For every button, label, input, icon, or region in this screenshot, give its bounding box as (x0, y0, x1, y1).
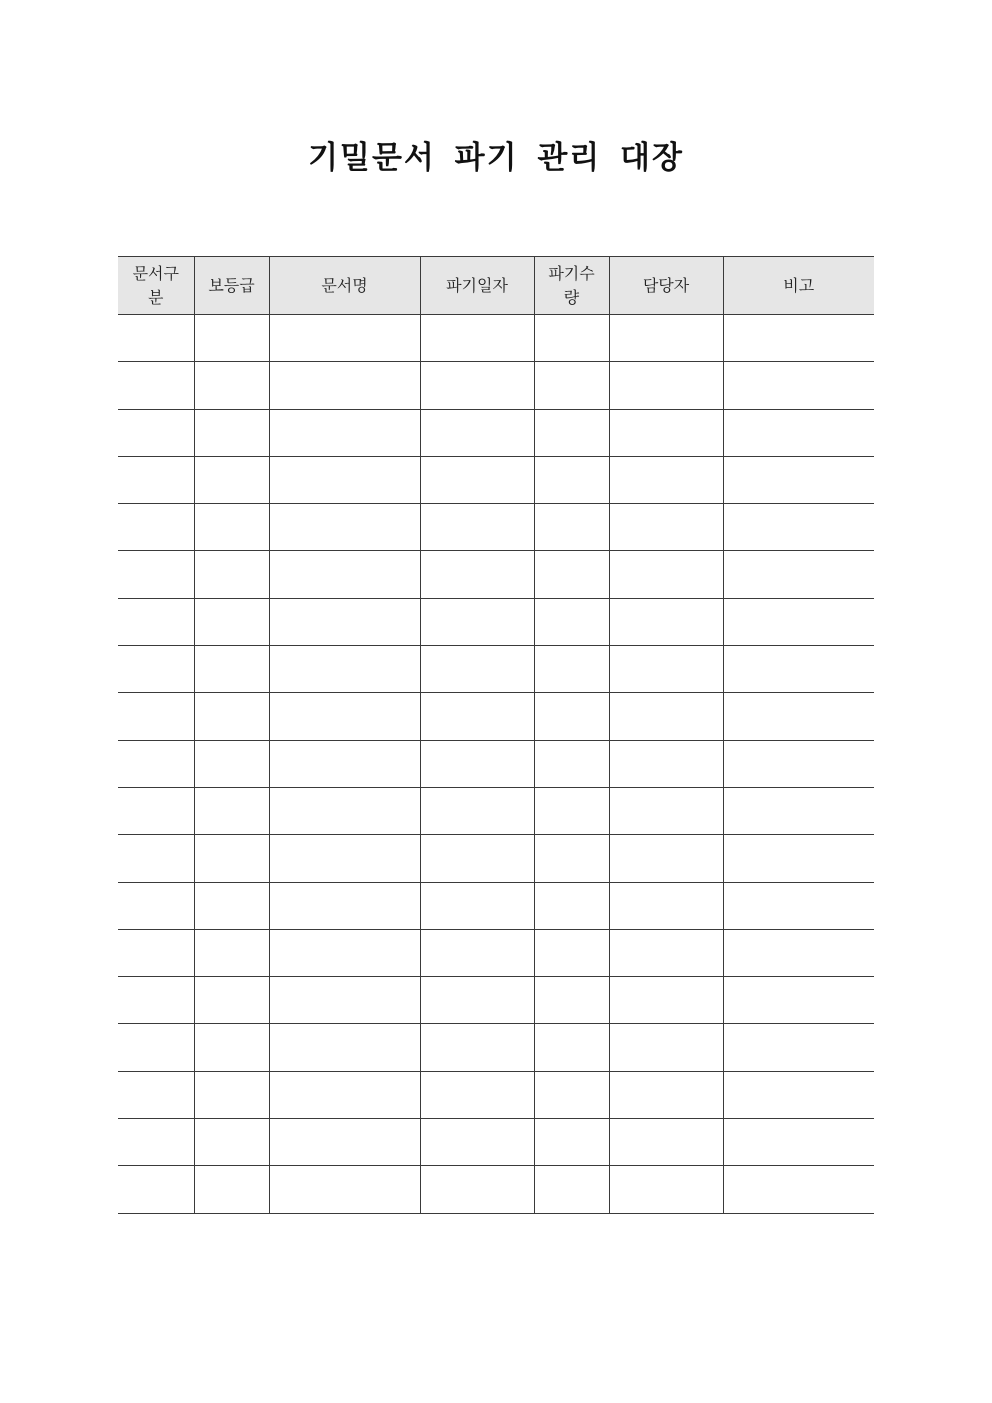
cell-remarks[interactable] (723, 882, 874, 929)
cell-remarks[interactable] (723, 598, 874, 645)
cell-manager[interactable] (609, 1024, 723, 1071)
cell-doc-name[interactable] (269, 787, 420, 834)
cell-disposal-date[interactable] (420, 835, 534, 882)
header-remarks-label: 비고 (783, 275, 815, 295)
cell-disposal-date[interactable] (420, 646, 534, 693)
cell-remarks[interactable] (723, 646, 874, 693)
cell-disposal-qty[interactable] (534, 740, 609, 787)
header-security-grade-label: 보등급 (208, 275, 255, 295)
cell-security-grade[interactable] (194, 835, 269, 882)
cell-disposal-qty[interactable] (534, 1024, 609, 1071)
cell-security-grade[interactable] (194, 1119, 269, 1166)
header-manager-label: 담당자 (642, 275, 690, 295)
cell-security-grade[interactable] (194, 1024, 269, 1071)
cell-disposal-qty[interactable] (534, 929, 609, 976)
cell-category[interactable] (118, 409, 194, 456)
cell-disposal-qty[interactable] (534, 1166, 609, 1213)
cell-security-grade[interactable] (194, 504, 269, 551)
cell-remarks[interactable] (723, 929, 874, 976)
cell-category[interactable] (118, 929, 194, 976)
cell-remarks[interactable] (723, 977, 874, 1024)
cell-disposal-date[interactable] (420, 1166, 534, 1213)
header-disposal-date-label: 파기일자 (446, 275, 508, 295)
cell-manager[interactable] (609, 409, 723, 456)
header-doc-name (269, 257, 420, 315)
cell-category[interactable] (118, 456, 194, 503)
cell-doc-name[interactable] (269, 1024, 420, 1071)
cell-disposal-date[interactable] (420, 409, 534, 456)
header-disposal-qty-label: 파기수량 (548, 263, 595, 307)
cell-disposal-qty[interactable] (534, 977, 609, 1024)
cell-disposal-qty[interactable] (534, 787, 609, 834)
cell-disposal-qty[interactable] (534, 409, 609, 456)
table-row (118, 362, 874, 409)
cell-security-grade[interactable] (194, 1071, 269, 1118)
cell-manager[interactable] (609, 598, 723, 645)
table-row (118, 1119, 874, 1166)
cell-category[interactable] (118, 882, 194, 929)
cell-disposal-date[interactable] (420, 1024, 534, 1071)
cell-security-grade[interactable] (194, 882, 269, 929)
cell-remarks[interactable] (723, 362, 874, 409)
cell-manager[interactable] (609, 456, 723, 503)
cell-security-grade[interactable] (194, 1166, 269, 1213)
cell-security-grade[interactable] (194, 362, 269, 409)
cell-remarks[interactable] (723, 1166, 874, 1213)
cell-disposal-qty[interactable] (534, 315, 609, 362)
cell-manager[interactable] (609, 882, 723, 929)
cell-security-grade[interactable] (194, 315, 269, 362)
cell-doc-name[interactable] (269, 362, 420, 409)
cell-doc-name[interactable] (269, 646, 420, 693)
cell-security-grade[interactable] (194, 929, 269, 976)
cell-doc-name[interactable] (269, 740, 420, 787)
cell-disposal-qty[interactable] (534, 1071, 609, 1118)
cell-doc-name[interactable] (269, 977, 420, 1024)
cell-disposal-qty[interactable] (534, 504, 609, 551)
cell-disposal-date[interactable] (420, 929, 534, 976)
header-doc-name-label: 문서명 (321, 275, 368, 295)
cell-disposal-date[interactable] (420, 456, 534, 503)
cell-doc-name[interactable] (269, 693, 420, 740)
cell-doc-name[interactable] (269, 1166, 420, 1213)
cell-security-grade[interactable] (194, 693, 269, 740)
cell-disposal-date[interactable] (420, 504, 534, 551)
cell-manager[interactable] (609, 977, 723, 1024)
table-row (118, 740, 874, 787)
cell-disposal-date[interactable] (420, 693, 534, 740)
table-row (118, 551, 874, 598)
ledger-body (118, 315, 874, 1214)
cell-doc-name[interactable] (269, 456, 420, 503)
cell-category[interactable] (118, 504, 194, 551)
cell-manager[interactable] (609, 1119, 723, 1166)
cell-disposal-qty[interactable] (534, 646, 609, 693)
cell-disposal-date[interactable] (420, 882, 534, 929)
cell-security-grade[interactable] (194, 646, 269, 693)
header-security-grade (194, 257, 269, 315)
cell-security-grade[interactable] (194, 977, 269, 1024)
cell-manager[interactable] (609, 787, 723, 834)
header-remarks (723, 257, 874, 315)
cell-manager[interactable] (609, 315, 723, 362)
cell-doc-name[interactable] (269, 929, 420, 976)
header-manager (609, 257, 723, 315)
cell-disposal-date[interactable] (420, 598, 534, 645)
table-row (118, 598, 874, 645)
cell-doc-name[interactable] (269, 1071, 420, 1118)
cell-manager[interactable] (609, 693, 723, 740)
cell-category[interactable] (118, 787, 194, 834)
cell-category[interactable] (118, 362, 194, 409)
cell-disposal-qty[interactable] (534, 1119, 609, 1166)
cell-category[interactable] (118, 740, 194, 787)
cell-security-grade[interactable] (194, 456, 269, 503)
cell-category[interactable] (118, 835, 194, 882)
cell-remarks[interactable] (723, 456, 874, 503)
table-row (118, 693, 874, 740)
cell-disposal-qty[interactable] (534, 456, 609, 503)
cell-doc-name[interactable] (269, 551, 420, 598)
cell-disposal-qty[interactable] (534, 598, 609, 645)
cell-disposal-qty[interactable] (534, 835, 609, 882)
table-row (118, 456, 874, 503)
cell-disposal-date[interactable] (420, 740, 534, 787)
cell-remarks[interactable] (723, 1024, 874, 1071)
cell-doc-name[interactable] (269, 1119, 420, 1166)
cell-category[interactable] (118, 551, 194, 598)
cell-manager[interactable] (609, 362, 723, 409)
cell-remarks[interactable] (723, 409, 874, 456)
cell-disposal-date[interactable] (420, 1119, 534, 1166)
cell-remarks[interactable] (723, 1119, 874, 1166)
cell-remarks[interactable] (723, 835, 874, 882)
cell-manager[interactable] (609, 1071, 723, 1118)
cell-doc-name[interactable] (269, 598, 420, 645)
cell-category[interactable] (118, 693, 194, 740)
cell-remarks[interactable] (723, 1071, 874, 1118)
cell-manager[interactable] (609, 740, 723, 787)
cell-doc-name[interactable] (269, 315, 420, 362)
cell-category[interactable] (118, 1119, 194, 1166)
cell-category[interactable] (118, 1071, 194, 1118)
cell-category[interactable] (118, 1024, 194, 1071)
table-row (118, 977, 874, 1024)
document-title: 기밀문서 파기 관리 대장 (308, 140, 684, 176)
cell-remarks[interactable] (723, 504, 874, 551)
cell-security-grade[interactable] (194, 598, 269, 645)
cell-disposal-date[interactable] (420, 977, 534, 1024)
cell-disposal-qty[interactable] (534, 362, 609, 409)
header-disposal-qty (534, 257, 609, 315)
cell-manager[interactable] (609, 929, 723, 976)
table-row (118, 882, 874, 929)
cell-disposal-date[interactable] (420, 362, 534, 409)
table-row (118, 504, 874, 551)
table-row (118, 835, 874, 882)
cell-remarks[interactable] (723, 787, 874, 834)
cell-manager[interactable] (609, 835, 723, 882)
header-category (118, 257, 194, 315)
cell-category[interactable] (118, 598, 194, 645)
cell-manager[interactable] (609, 646, 723, 693)
table-row (118, 409, 874, 456)
cell-security-grade[interactable] (194, 787, 269, 834)
cell-security-grade[interactable] (194, 551, 269, 598)
cell-remarks[interactable] (723, 740, 874, 787)
cell-disposal-qty[interactable] (534, 882, 609, 929)
cell-manager[interactable] (609, 504, 723, 551)
cell-doc-name[interactable] (269, 882, 420, 929)
header-category-label: 문서구분 (132, 263, 179, 307)
cell-doc-name[interactable] (269, 504, 420, 551)
cell-disposal-date[interactable] (420, 551, 534, 598)
cell-security-grade[interactable] (194, 740, 269, 787)
cell-remarks[interactable] (723, 551, 874, 598)
cell-category[interactable] (118, 646, 194, 693)
cell-category[interactable] (118, 1166, 194, 1213)
header-disposal-date (420, 257, 534, 315)
cell-security-grade[interactable] (194, 409, 269, 456)
table-row (118, 1166, 874, 1213)
cell-doc-name[interactable] (269, 835, 420, 882)
cell-disposal-date[interactable] (420, 315, 534, 362)
cell-remarks[interactable] (723, 315, 874, 362)
table-row (118, 315, 874, 362)
cell-disposal-qty[interactable] (534, 551, 609, 598)
cell-remarks[interactable] (723, 693, 874, 740)
cell-doc-name[interactable] (269, 409, 420, 456)
table-row (118, 646, 874, 693)
table-row (118, 787, 874, 834)
table-row (118, 1024, 874, 1071)
cell-category[interactable] (118, 315, 194, 362)
cell-manager[interactable] (609, 1166, 723, 1213)
table-row (118, 1071, 874, 1118)
cell-disposal-qty[interactable] (534, 693, 609, 740)
disposal-ledger-table (118, 256, 874, 1214)
cell-disposal-date[interactable] (420, 1071, 534, 1118)
table-row (118, 929, 874, 976)
header-row (118, 257, 874, 315)
cell-category[interactable] (118, 977, 194, 1024)
cell-manager[interactable] (609, 551, 723, 598)
cell-disposal-date[interactable] (420, 787, 534, 834)
